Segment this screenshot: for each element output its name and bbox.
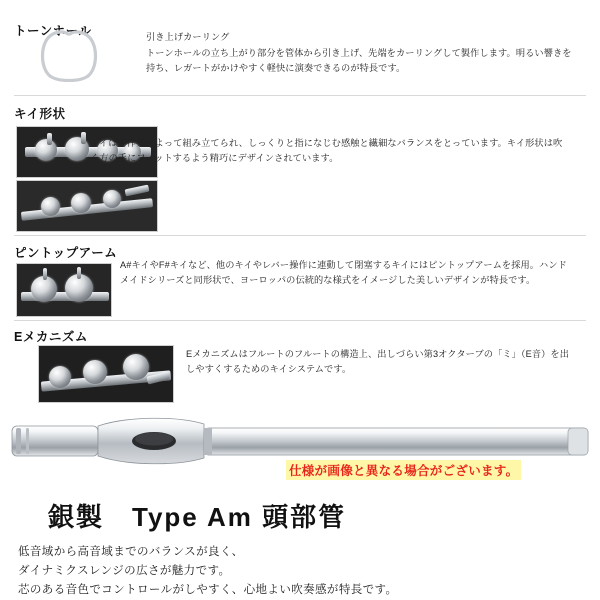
tonehole-description: トーンホールの立ち上がり部分を管体から引き上げ、先端をカーリングして製作します。明るい響きを持ち、レガートがかけやすく軽快に演奏できるのが特長です。 [146, 48, 572, 74]
bottom-copy-line-3: 芯のある音色でコントロールがしやすく、心地よい吹奏感が特長です。 [18, 584, 398, 596]
section-heading-key-shape: キイ形状 [14, 107, 66, 121]
spec-difference-notice: 仕様が画像と異なる場合がございます。 [286, 460, 521, 480]
section-body-pointed-arm: A#キイやF#キイなど、他のキイやレバー操作に連動して閉塞するキイにはピントップアームを採用。ハンドメイドシリーズと同形状で、ヨーロッパの伝統的な様式をイメージした美しいデザインが特長です。 [120, 260, 567, 286]
section-heading-e-mechanism: Eメカニズム [14, 330, 88, 344]
pointed-arm-keys-photo [16, 263, 112, 317]
bottom-copy-line-2: ダイナミクスレンジの広さが魅力です。 [18, 565, 231, 577]
bottom-copy-line-1: 低音域から高音域までのバランスが良く、 [18, 546, 244, 558]
section-body-key-shape: キイは手作業によって組み立てられ、しっくりと指になじむ感触と繊細なバランスをとっています。キイ形状は吹く方の手にフィットするよう精巧にデザインされています。 [90, 138, 563, 164]
divider-1 [14, 95, 586, 96]
tone-hole-curling-diagram [38, 30, 100, 82]
tonehole-lead: 引き上げカーリング [146, 32, 230, 42]
product-title: 銀製 Type Am 頭部管 [48, 502, 347, 532]
flute-body-keys-photo [16, 180, 158, 232]
divider-3 [14, 320, 586, 321]
e-mechanism-keys-photo [38, 345, 174, 403]
divider-2 [14, 235, 586, 236]
section-heading-pointed-arm: ピントップアーム [14, 246, 118, 260]
section-heading-tonehole: トーンホール [14, 24, 92, 38]
section-body-e-mechanism: Eメカニズムはフルートのフルートの構造上、出しづらい第3オクターブの「ミ」（E音）を出しやすくするためのキイシステムです。 [186, 349, 569, 375]
section-body-tonehole [146, 30, 578, 77]
